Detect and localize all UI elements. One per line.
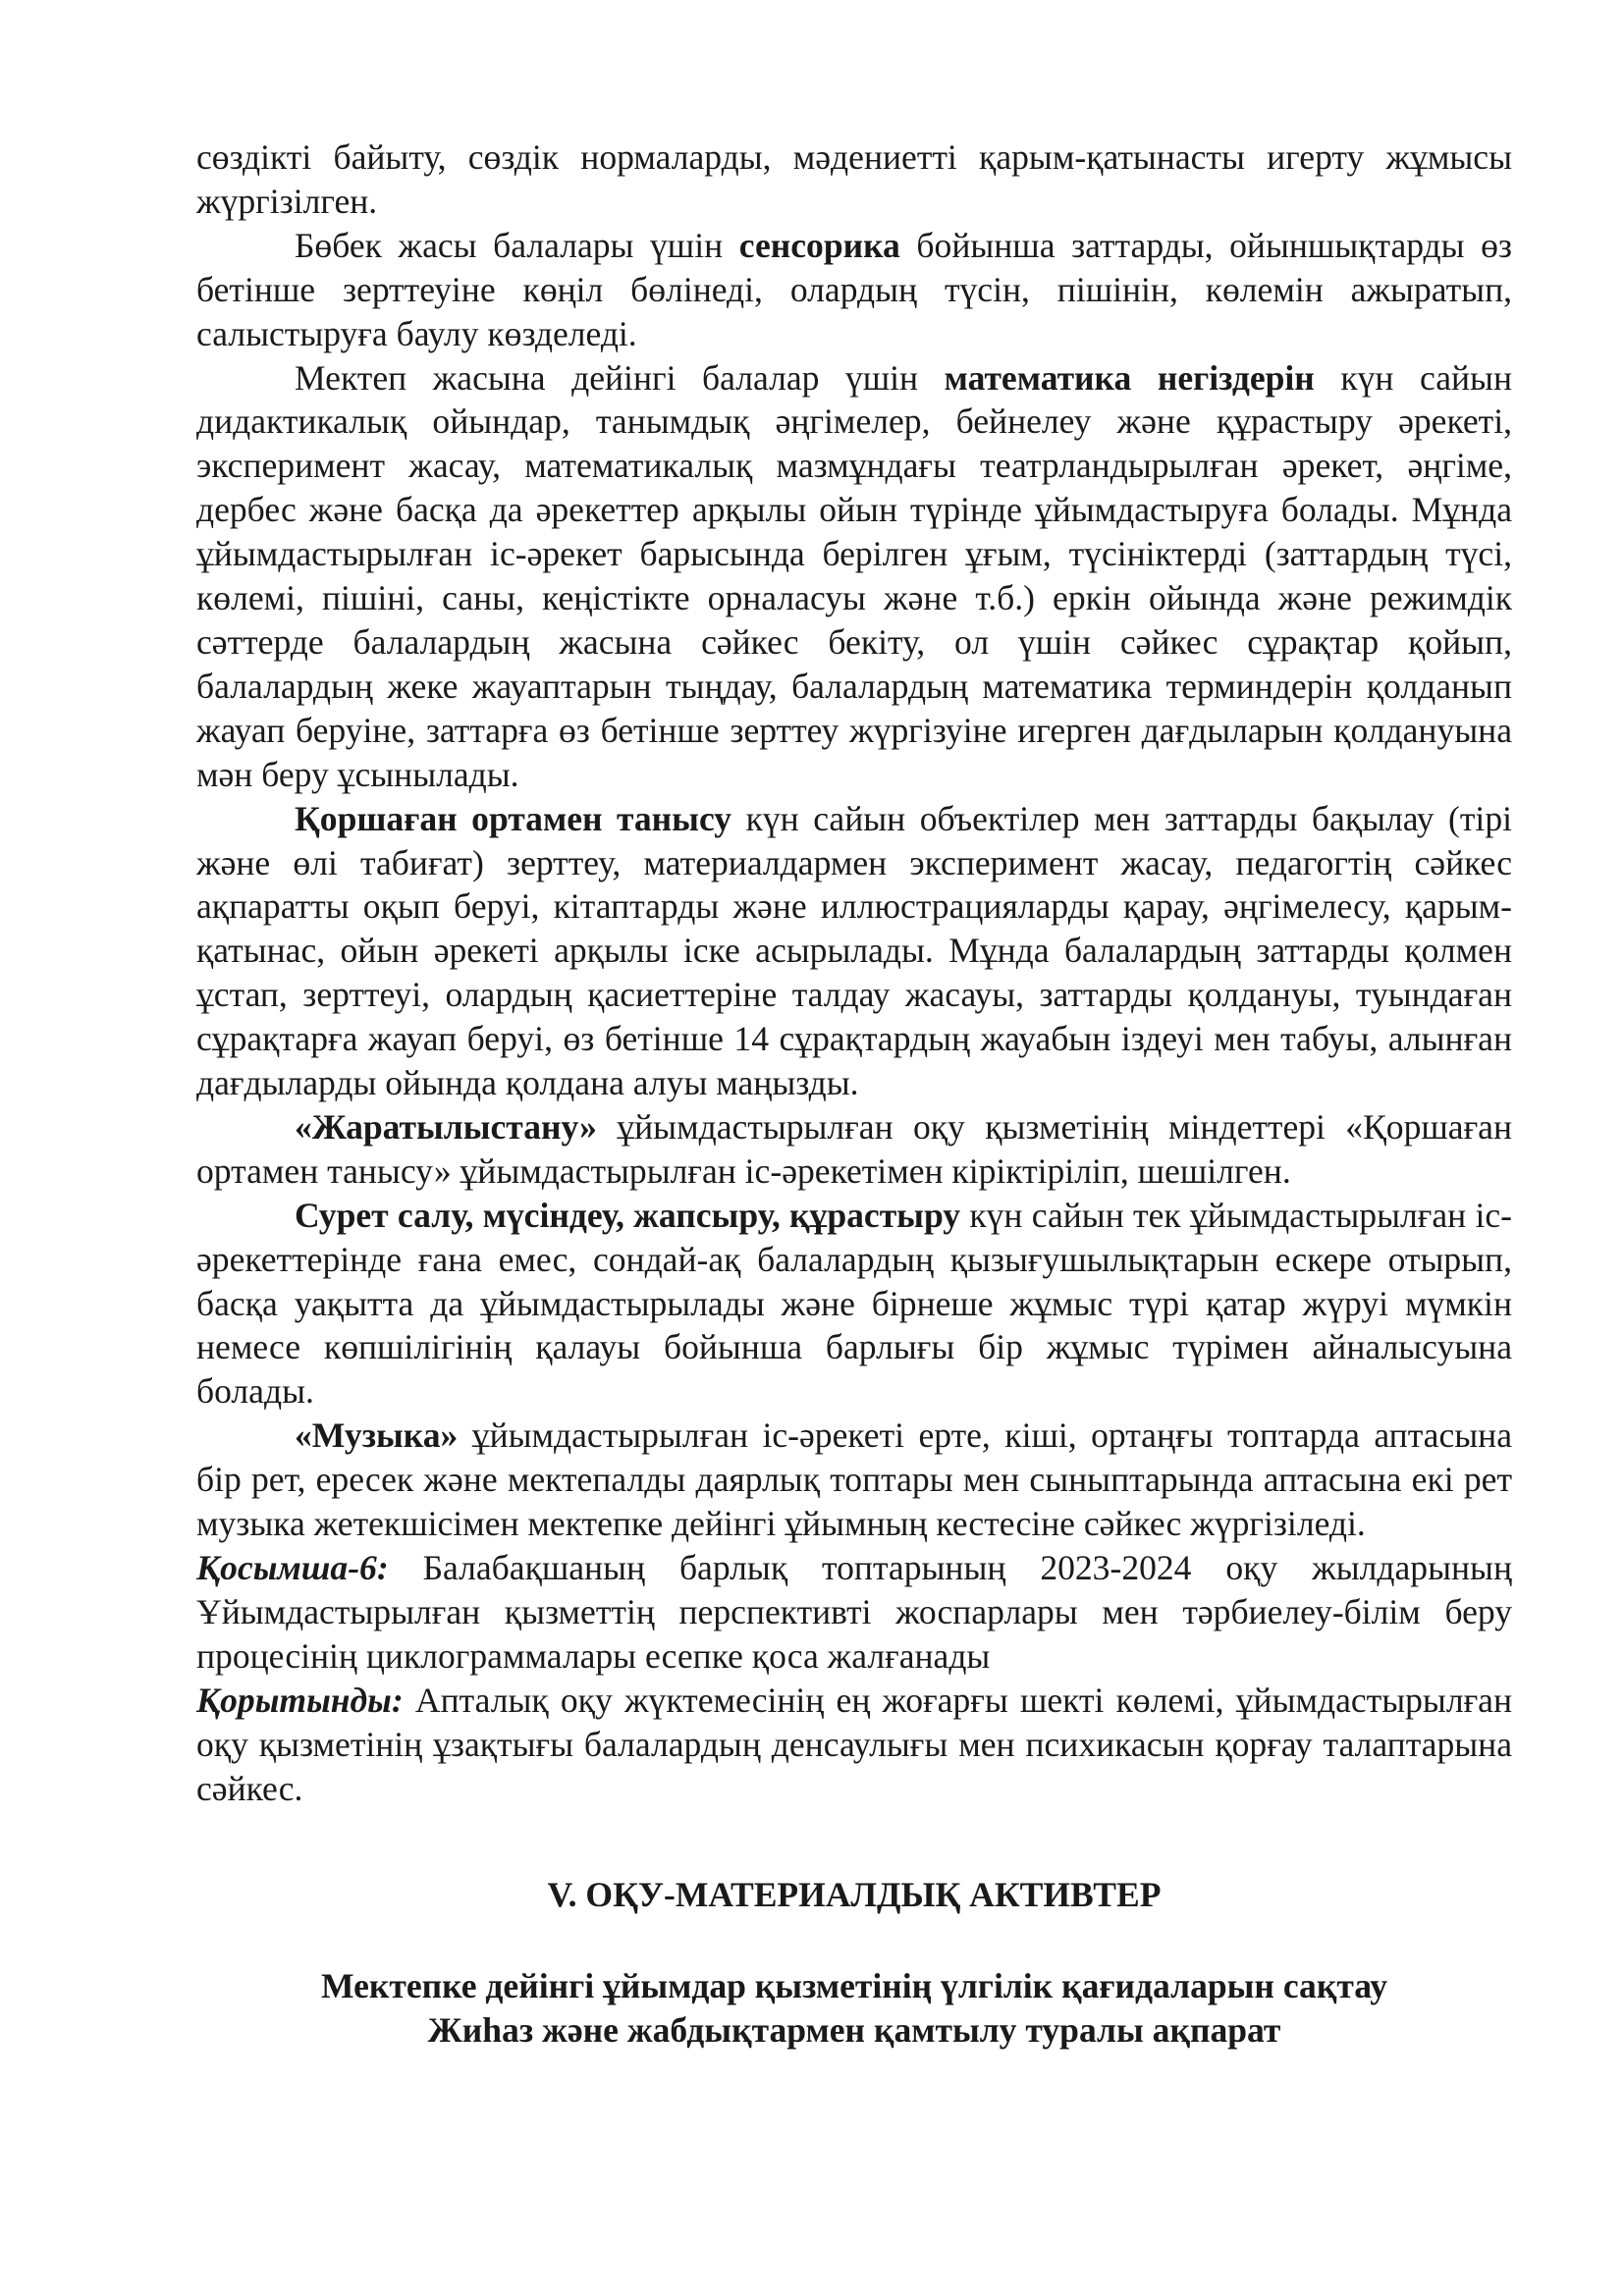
- paragraph-text: Мектеп жасына дейінгі балалар үшін: [295, 357, 945, 398]
- paragraph-art: [196, 1194, 1512, 1415]
- section-subtitle: [196, 1964, 1512, 2053]
- subtitle-line: Жиһаз және жабдықтармен қамтылу туралы ақпарат: [427, 2010, 1281, 2051]
- bold-term: «Жаратылыстану»: [295, 1106, 597, 1147]
- paragraph-vocabulary: сөздікті байыту, сөздік нормаларды, мәдениетті қарым-қатынасты игерту жұмысы жүргізілген.: [196, 137, 1512, 221]
- bold-term: «Музыка»: [295, 1415, 459, 1456]
- paragraph-text: ұйымдастырылған іс-әрекеті ерте, кіші, ортаңғы топтарда аптасына бір рет, ересек және мектепалды даярлық топтары мен сыныптарында аптасына екі рет музыка жетекшісімен мектепке дейінгі ұйымның кестесіне сәйкес жүргізіледі.: [196, 1415, 1512, 1544]
- paragraph-environment: [196, 797, 1512, 1105]
- paragraph-appendix: [196, 1546, 1512, 1679]
- paragraph-text: Бөбек жасы балалары үшін: [295, 225, 739, 265]
- paragraph-sensorika: [196, 224, 1512, 356]
- paragraph-text: күн сайын объектілер мен заттарды бақылау (тірі және өлі табиғат) зерттеу, материалдармен эксперимент жасау, педагогтің сәйкес ақпаратты оқып беруі, кітаптарды және иллюстрацияларды қарау, әңгімелесу, қарым-қатынас, ойын әрекеті арқылы іске асырылады. Мұнда балалардың заттарды қолмен ұстап, зерттеуі, олардың қасиеттеріне талдау жасауы, заттарды қолдануы, туындаған сұрақтарға жауап беруі, өз бетінше 14 сұрақтардың жауабын іздеуі мен табуы, алынған дағдыларды ойында қолдана алуы маңызды.: [196, 798, 1512, 1103]
- paragraph-text: ұйымдастырылған оқу қызметінің міндеттері «Қоршаған ортамен танысу» ұйымдастырылған іс-әрекетімен кіріктіріліп, шешілген.: [196, 1106, 1512, 1191]
- paragraph-text: күн сайын дидактикалық ойындар, танымдық әңгімелер, бейнелеу және құрастыру әрекеті, эксперимент жасау, математикалық мазмұндағы театрландырылған әрекет, әңгіме, дербес және басқа да әрекеттер арқылы ойын түрінде ұйымдастыруға болады. Мұнда ұйымдастырылған іс-әрекет барысында берілген ұғым, түсініктерді (заттардың түсі, көлемі, пішіні, саны, кеңістікте орналасуы және т.б.) еркін ойында және режимдік сәттерде балалардың жасына сәйкес бекіту, ол үшін сәйкес сұрақтар қойып, балалардың жеке жауаптарын тыңдау, балалардың математика терминдерін қолданып жауап беруіне, заттарға өз бетінше зерттеу жүргізуіне игерген дағдыларын қолдануына мән беру ұсынылады.: [196, 357, 1512, 794]
- paragraph-natural-science: [196, 1105, 1512, 1194]
- bold-term: Қоршаған ортамен танысу: [295, 798, 732, 838]
- paragraph-text: Балабақшаның барлық топтарының 2023-2024 оқу жылдарының Ұйымдастырылған қызметтің перспективті жоспарлары мен тәрбиелеу-білім беру процесінің циклограммалары есепке қоса жалғанады: [196, 1548, 1512, 1676]
- section-title: V. ОҚУ-МАТЕРИАЛДЫҚ АКТИВТЕР: [547, 1875, 1162, 1915]
- paragraph-text: Апталық оқу жүктемесінің ең жоғарғы шекті көлемі, ұйымдастырылған оқу қызметінің ұзақтығы балалардың денсаулығы мен психикасын қорғау талаптарына сәйкес.: [196, 1680, 1512, 1808]
- paragraph-music: [196, 1414, 1512, 1546]
- paragraph-text: күн сайын тек ұйымдастырылған іс-әрекеттерінде ғана емес, сондай-ақ балалардың қызығушылықтарын ескере отырып, басқа уақытта да ұйымдастырылады және бірнеше жұмыс түрі қатар жүруі мүмкін немесе көпшілігінің қалауы бойынша барлығы бір жұмыс түрімен айналысуына болады.: [196, 1195, 1512, 1412]
- bold-term: математика негіздерін: [944, 357, 1315, 398]
- bold-term: сенсорика: [738, 225, 900, 265]
- paragraph-text: бойынша заттарды, ойыншықтарды өз бетінше зерттеуіне көңіл бөлінеді, олардың түсін, пішінін, көлемін ажыратып, салыстыруға баулу көзделеді.: [196, 225, 1512, 353]
- bold-term: Сурет салу, мүсіндеу, жапсыру, құрастыру: [295, 1195, 961, 1235]
- paragraph-mathematics: [196, 356, 1512, 797]
- subtitle-line: Мектепке дейінгі ұйымдар қызметінің үлгілік қағидаларын сақтау: [320, 1966, 1388, 2006]
- paragraph-conclusion: [196, 1679, 1512, 1811]
- document-page: [196, 135, 1512, 2053]
- appendix-label: Қосымша-6:: [196, 1548, 389, 1587]
- conclusion-label: Қорытынды:: [196, 1680, 404, 1720]
